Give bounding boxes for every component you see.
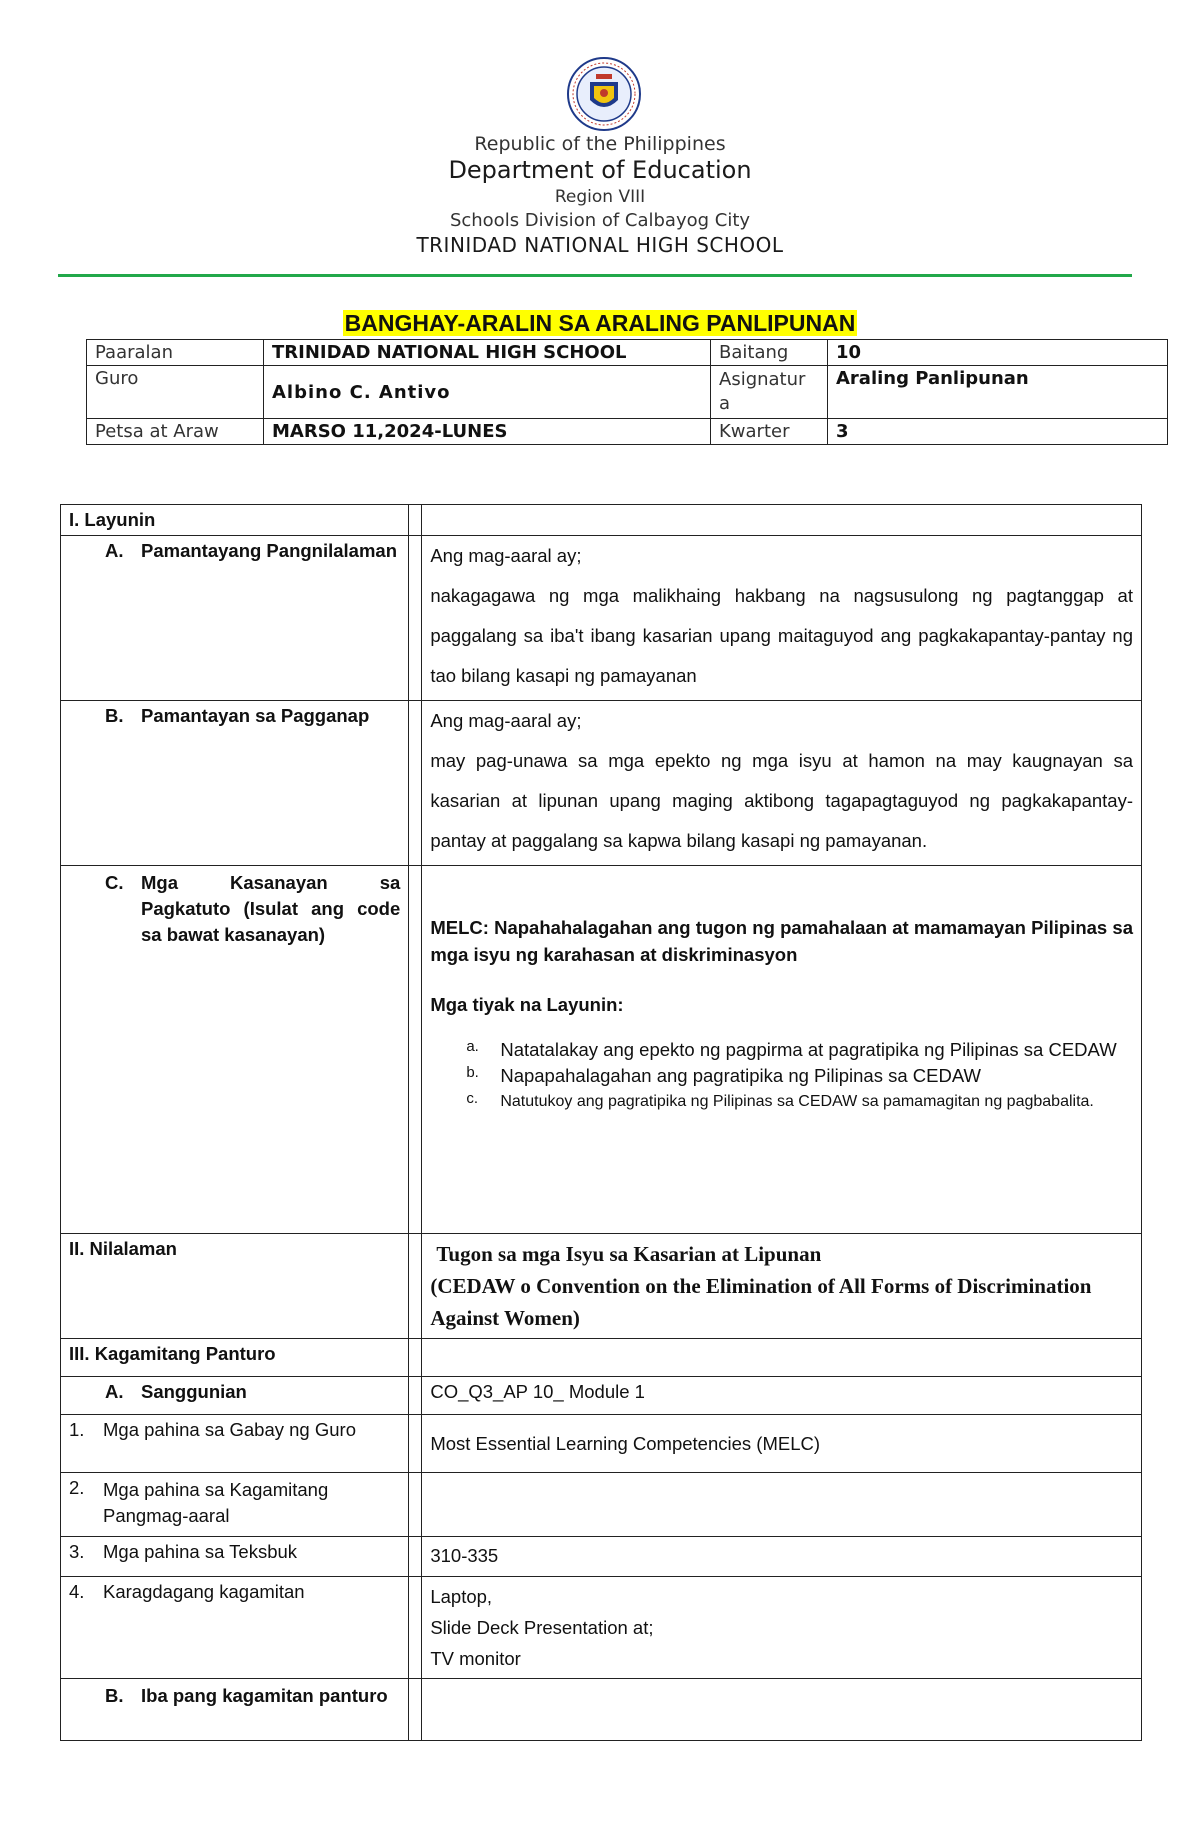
- paaralan-label: Paaralan: [87, 340, 264, 366]
- sanggunian-label-cell: [61, 1377, 409, 1415]
- a-label-cell: [61, 536, 409, 701]
- tiyak-heading: Mga tiyak na Layunin:: [430, 994, 624, 1015]
- republic-line: Republic of the Philippines: [474, 133, 726, 155]
- baitang-label: Baitang: [711, 340, 828, 366]
- b-content: [422, 701, 1142, 866]
- r1-label: Mga pahina sa Gabay ng Guro: [103, 1419, 356, 1440]
- a-marker: A.: [105, 540, 124, 561]
- row-pamantayang-pangnilalaman: [61, 536, 1142, 701]
- row-teksbuk: [61, 1537, 1142, 1577]
- paaralan-value: TRINIDAD NATIONAL HIGH SCHOOL: [264, 340, 711, 366]
- r4-item: Slide Deck Presentation at;: [430, 1617, 654, 1638]
- kwarter-value: 3: [828, 419, 1168, 445]
- r1-label-cell: [61, 1415, 409, 1473]
- asignatura-label-line1: Asignatur: [719, 369, 806, 390]
- r2-label-cell: [61, 1473, 409, 1537]
- r4-item: TV monitor: [430, 1648, 521, 1669]
- asignatura-value: Araling Panlipunan: [828, 366, 1168, 419]
- r2-marker: 2.: [69, 1477, 85, 1498]
- objective-marker: a.: [466, 1038, 479, 1055]
- a-text: nakagagawa ng mga malikhaing hakbang na nagsusulong ng pagtanggap at paggalang sa iba't ibang kasarian upang maitaguyod ang pagkakapantay-pantay ng tao bilang kasapi ng pamayanan: [430, 585, 1133, 686]
- document-title-text: BANGHAY-ARALIN SA ARALING PANLIPUNAN: [344, 310, 856, 336]
- iba-label-cell: [61, 1679, 409, 1741]
- row-nilalaman: [61, 1234, 1142, 1339]
- objective-text: Natatalakay ang epekto ng pagpirma at pagratipika ng Pilipinas sa CEDAW: [500, 1039, 1117, 1060]
- asignatura-label: [711, 366, 828, 419]
- baitang-value: 10: [828, 340, 1168, 366]
- objective-item: [466, 1038, 1133, 1062]
- c-label: Mga Kasanayan sa Pagkatuto (Isulat ang code sa bawat kasanayan): [141, 872, 401, 945]
- b-text: may pag-unawa sa mga epekto ng mga isyu at hamon na may kaugnayan sa kasarian at lipunan upang maging aktibong tagapagtaguyod ng pagkakapantay-pantay at paggalang sa kapwa bilang kasapi ng pamayanan.: [430, 750, 1133, 851]
- department-line: Department of Education: [448, 156, 752, 184]
- kagamitan-heading: III. Kagamitang Panturo: [61, 1339, 409, 1377]
- r4-values: [422, 1577, 1142, 1679]
- petsa-label: Petsa at Araw: [87, 419, 264, 445]
- r4-marker: 4.: [69, 1581, 85, 1602]
- spacer-cell: [409, 1234, 422, 1339]
- info-row-paaralan: [87, 340, 1168, 366]
- objective-marker: b.: [466, 1064, 479, 1081]
- school-line: TRINIDAD NATIONAL HIGH SCHOOL: [416, 233, 784, 257]
- spacer-cell: [409, 1577, 422, 1679]
- objective-item: [466, 1064, 1133, 1088]
- guro-value: Albino C. Antivo: [264, 366, 711, 419]
- spacer-cell: [409, 1377, 422, 1415]
- r1-value: Most Essential Learning Competencies (MELC): [422, 1415, 1142, 1473]
- division-line: Schools Division of Calbayog City: [449, 210, 751, 231]
- region-line: Region VIII: [554, 187, 646, 207]
- nilalaman-title: Tugon sa mga Isyu sa Kasarian at Lipunan: [436, 1242, 822, 1266]
- nilalaman-subtitle: (CEDAW o Convention on the Elimination of All Forms of Discrimination Against Women): [430, 1274, 1092, 1330]
- objective-marker: c.: [466, 1090, 478, 1107]
- nilalaman-heading: II. Nilalaman: [61, 1234, 409, 1339]
- a-intro: Ang mag-aaral ay;: [430, 545, 582, 566]
- r2-value: [422, 1473, 1142, 1537]
- r2-label: Mga pahina sa Kagamitang Pangmag-aaral: [103, 1479, 329, 1526]
- kwarter-label: Kwarter: [711, 419, 828, 445]
- r3-marker: 3.: [69, 1541, 85, 1562]
- petsa-value: MARSO 11,2024-LUNES: [264, 419, 711, 445]
- spacer-cell: [409, 1473, 422, 1537]
- row-mga-kasanayan: [61, 866, 1142, 1234]
- r1-marker: 1.: [69, 1419, 85, 1440]
- info-row-guro: [87, 366, 1168, 419]
- iba-label: Iba pang kagamitan panturo: [141, 1685, 388, 1706]
- r4-item: Laptop,: [430, 1586, 493, 1607]
- row-iba-pang-kagamitan: [61, 1679, 1142, 1741]
- b-intro: Ang mag-aaral ay;: [430, 710, 582, 731]
- row-pamantayan-sa-pagganap: [61, 701, 1142, 866]
- a-content: [422, 536, 1142, 701]
- row-layunin: [61, 505, 1142, 536]
- melc-text: MELC: Napahahalagahan ang tugon ng pamahalaan at mamamayan Pilipinas sa mga isyu ng karahasan at diskriminasyon: [430, 917, 1133, 965]
- r4-label-cell: [61, 1577, 409, 1679]
- row-karagdagang-kagamitan: [61, 1577, 1142, 1679]
- row-gabay-guro: [61, 1415, 1142, 1473]
- spacer-cell: [409, 536, 422, 701]
- spacer-cell: [409, 866, 422, 1234]
- sanggunian-marker: A.: [105, 1381, 124, 1402]
- objective-text: Natutukoy ang pagratipika ng Pilipinas sa CEDAW sa pamamagitan ng pagbabalita.: [500, 1093, 1094, 1110]
- c-marker: C.: [105, 872, 124, 893]
- header-divider: [58, 274, 1132, 277]
- objective-text: Napapahalagahan ang pagratipika ng Pilipinas sa CEDAW: [500, 1065, 981, 1086]
- spacer-cell: [409, 1415, 422, 1473]
- row-sanggunian: [61, 1377, 1142, 1415]
- layunin-heading: I. Layunin: [61, 505, 409, 536]
- row-kagamitang-pangmag-aaral: [61, 1473, 1142, 1537]
- guro-label: Guro: [87, 366, 264, 419]
- c-label-cell: [61, 866, 409, 1234]
- r3-label: Mga pahina sa Teksbuk: [103, 1541, 298, 1562]
- r4-label: Karagdagang kagamitan: [103, 1581, 305, 1602]
- lesson-plan-table: [60, 504, 1142, 1741]
- row-kagamitan: [61, 1339, 1142, 1377]
- kagamitan-content: [422, 1339, 1142, 1377]
- spacer-cell: [409, 1339, 422, 1377]
- spacer-cell: [409, 701, 422, 866]
- sanggunian-label: Sanggunian: [141, 1381, 247, 1402]
- a-label: Pamantayang Pangnilalaman: [141, 540, 398, 561]
- sanggunian-value: CO_Q3_AP 10_ Module 1: [422, 1377, 1142, 1415]
- document-title: [0, 310, 1200, 337]
- spacer-cell: [409, 1537, 422, 1577]
- info-row-petsa: [87, 419, 1168, 445]
- deped-seal-icon: [566, 56, 642, 132]
- b-label-cell: [61, 701, 409, 866]
- spacer-cell: [409, 505, 422, 536]
- objectives-list: [430, 1038, 1133, 1114]
- b-label: Pamantayan sa Pagganap: [141, 705, 370, 726]
- b-marker: B.: [105, 705, 124, 726]
- iba-marker: B.: [105, 1685, 124, 1706]
- r3-value: 310-335: [422, 1537, 1142, 1577]
- info-table: [86, 339, 1168, 445]
- objective-item: [466, 1090, 1133, 1114]
- nilalaman-content: [422, 1234, 1142, 1339]
- spacer-cell: [409, 1679, 422, 1741]
- asignatura-label-line2: a: [719, 393, 731, 414]
- c-content: [422, 866, 1142, 1234]
- layunin-content: [422, 505, 1142, 536]
- r3-label-cell: [61, 1537, 409, 1577]
- iba-value: [422, 1679, 1142, 1741]
